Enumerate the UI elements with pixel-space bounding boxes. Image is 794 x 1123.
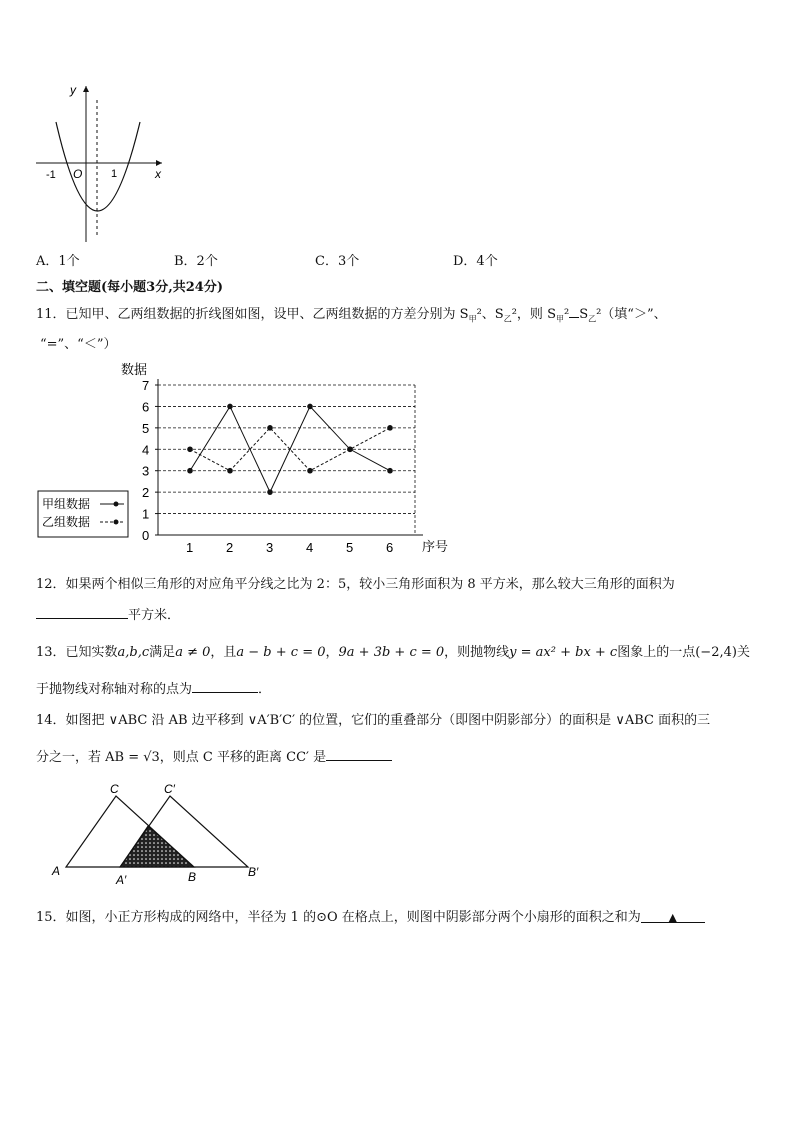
q13-line2 (36, 678, 271, 697)
q11-answer-blank[interactable] (569, 305, 579, 318)
tick-1-label: 1 (111, 168, 118, 180)
q13-p5: ，则抛物线 (444, 645, 510, 660)
line-chart (30, 358, 470, 558)
option-d: D．4个 (453, 254, 498, 269)
q14-line2 (36, 746, 392, 765)
x-tick-label: 3 (266, 540, 274, 555)
y-tick-label: 0 (142, 528, 150, 543)
q15-line (36, 906, 705, 925)
q11-sub4: 乙 (588, 314, 597, 324)
q13-p2: 满足 (149, 645, 176, 660)
legend-marker-yi (114, 520, 119, 525)
section-heading: 二、填空题(每小题3分,共24分) (36, 280, 223, 295)
q13-cond2: a − b + c = 0 (236, 645, 326, 660)
series-yi-point (307, 468, 313, 474)
y-tick-label: 1 (142, 506, 150, 522)
q11-text-e: S (579, 307, 589, 322)
q13-line2-end: ． (258, 682, 272, 697)
q12-line2 (36, 604, 180, 623)
series-jia-point (187, 468, 193, 474)
option-b: B．2个 (174, 254, 218, 269)
label-a-prime: A′ (116, 873, 127, 887)
label-b: B (188, 870, 197, 884)
option-c: C．3个 (315, 254, 360, 269)
q11-text-c: ²，则 S (511, 307, 556, 322)
q13-p6: 图象上的一点 (617, 645, 696, 660)
q12-line2-text: 平方米． (128, 608, 181, 623)
x-tick-label: 1 (186, 540, 194, 555)
q11-text-f: ²（填“＞”、 (596, 307, 667, 322)
q13-line1 (36, 641, 750, 660)
q13-p7: 关 (736, 645, 750, 660)
series-jia-point (307, 404, 313, 410)
y-tick-label: 5 (142, 420, 150, 436)
q12-line1: 12．如果两个相似三角形的对应角平分线之比为 2：5，较小三角形面积为 8 平方米，那么较大三角形的面积为 (36, 577, 675, 592)
option-a: A．1个 (36, 254, 80, 269)
y-axis-arrow (83, 86, 89, 92)
label-c-prime: C′ (164, 782, 175, 796)
q11-sub3: 甲 (555, 314, 564, 324)
q15-text: 15．如图，小正方形构成的网络中，半径为 1 的⊙O 在格点上，则图中阴影部分两个小扇形的面积之和为 (36, 910, 641, 925)
translation-figure (40, 777, 280, 887)
series-yi-point (267, 425, 273, 431)
y-tick-label: 6 (142, 399, 150, 415)
q11-sub2: 乙 (503, 314, 512, 324)
q12-answer-blank[interactable] (36, 606, 128, 619)
q13-p3: ，且 (210, 645, 237, 660)
y-tick-label: 2 (142, 485, 150, 501)
origin-label: O (73, 167, 83, 181)
x-axis-arrow (156, 160, 162, 166)
series-yi-point (347, 446, 353, 452)
x-tick-label: 5 (346, 540, 354, 555)
q13-vars: a,b,c (117, 645, 150, 660)
series-jia-point (227, 404, 233, 410)
overlap-shaded-region (120, 826, 194, 867)
legend-label-jia: 甲组数据 (42, 497, 91, 511)
y-tick-label: 3 (142, 463, 150, 479)
parabola-figure (30, 80, 170, 250)
q14-answer-blank[interactable] (326, 748, 392, 761)
y-tick-label: 7 (142, 378, 150, 393)
q11-line1 (36, 303, 667, 325)
x-tick-label: 4 (306, 540, 314, 555)
q14-line2-text: 分之一，若 AB = √3，则点 C 平移的距离 CC′ 是 (36, 750, 327, 765)
q11-text-a: 11．已知甲、乙两组数据的折线图如图，设甲、乙两组数据的方差分别为 S (36, 307, 469, 322)
q13-equation: y = ax² + bx + c (509, 645, 618, 660)
y-axis-label: y (70, 83, 76, 97)
answer-marker-icon: ▲ (668, 911, 677, 924)
series-yi-point (387, 425, 393, 431)
x-tick-label: 2 (226, 540, 234, 555)
q13-p1: 13．已知实数 (36, 645, 118, 660)
q13-answer-blank[interactable] (192, 680, 258, 693)
q11-line2: “=”、“＜”） (40, 337, 117, 352)
parabola-curve (56, 122, 140, 211)
label-c: C (110, 782, 119, 796)
series-jia-point (387, 468, 393, 474)
q13-line2-text: 于抛物线对称轴对称的点为 (36, 682, 193, 697)
x-tick-label: 6 (386, 540, 394, 555)
x-axis-label: x (155, 167, 161, 181)
q14-line1: 14．如图把 ∨ABC 沿 AB 边平移到 ∨A′B′C′ 的位置，它们的重叠部分（即图中阴影部分）的面积是 ∨ABC 面积的三 (36, 713, 711, 728)
label-a: A (52, 864, 61, 878)
chart-ylabel: 数据 (121, 362, 148, 377)
y-tick-label: 4 (142, 442, 150, 458)
q13-p4: ， (325, 645, 339, 660)
series-jia-point (267, 489, 273, 495)
q15-answer-blank[interactable] (641, 910, 705, 923)
q11-text-b: ²、S (476, 307, 504, 322)
chart-xlabel: 序号 (422, 539, 449, 554)
label-b-prime: B′ (248, 865, 259, 879)
series-yi-point (187, 446, 193, 452)
q11-text-d: ² (563, 307, 570, 322)
q11-sub1: 甲 (468, 314, 477, 324)
legend-marker-jia (114, 502, 119, 507)
tick-neg1-label: -1 (46, 169, 56, 181)
q13-cond1: a ≠ 0 (175, 645, 211, 660)
q13-point: (−2,4) (695, 645, 737, 660)
legend-label-yi: 乙组数据 (42, 515, 91, 529)
q13-cond3: 9a + 3b + c = 0 (338, 645, 445, 660)
series-yi-point (227, 468, 233, 474)
